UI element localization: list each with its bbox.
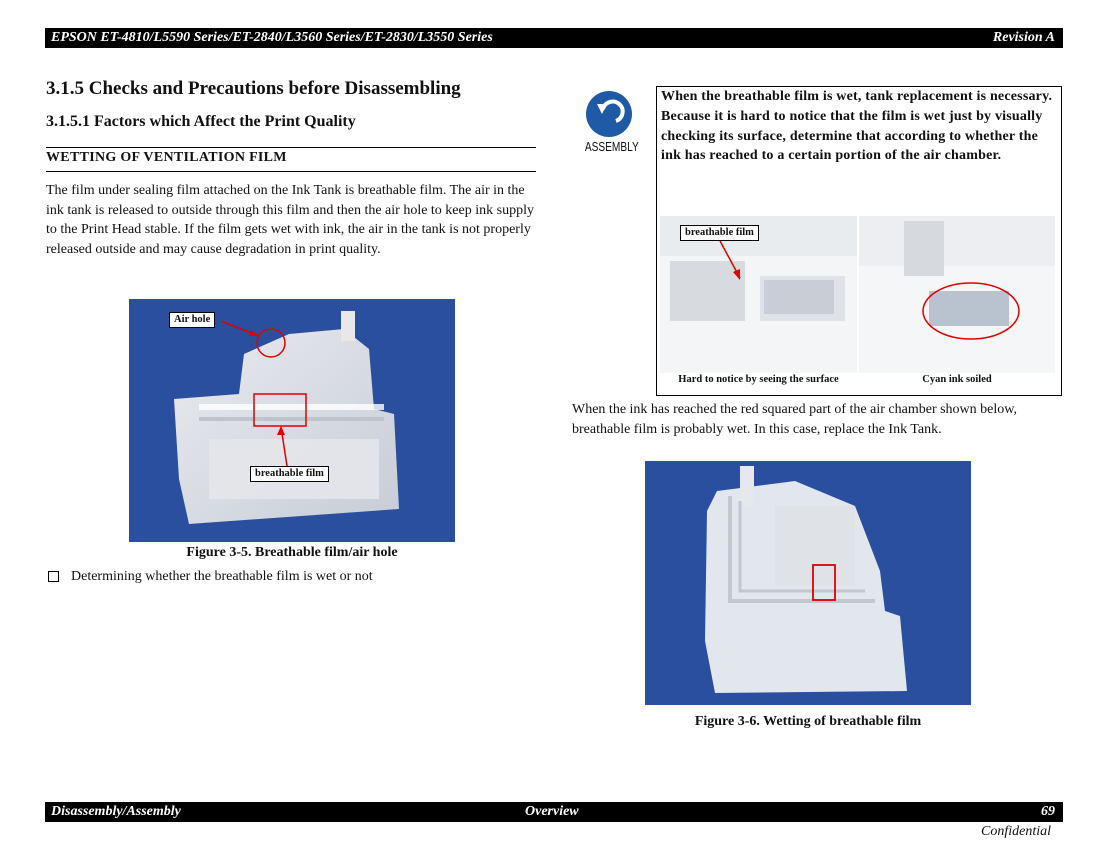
assembly-note-box	[656, 86, 1062, 396]
footer-center: Overview	[525, 804, 579, 819]
body-paragraph-2: When the ink has reached the red squared part of the air chamber shown below, breathable film is probably wet. In this case, replace the Ink Tank.	[572, 402, 1017, 437]
subsection-title: 3.1.5.1 Factors which Affect the Print Quality	[46, 113, 356, 130]
note-text: When the breathable film is wet, tank replacement is necessary. Because it is hard to notice that the film is wet just by visually checking its surface, determine that according to whether the ink has reached to a certain portion of the air chamber.	[661, 89, 1053, 164]
footer-page-number: 69	[1041, 804, 1055, 819]
assembly-icon	[586, 91, 632, 137]
note-photo-right	[859, 216, 1055, 373]
note-film-label: breathable film	[680, 225, 759, 241]
divider-top	[46, 147, 536, 148]
figure-3-6-photo	[645, 461, 971, 705]
note-photo-left	[660, 216, 857, 373]
bullet-text: Determining whether the breathable film is wet or not	[71, 569, 373, 584]
header-title: EPSON ET-4810/L5590 Series/ET-2840/L3560 Series/ET-2830/L3550 Series	[51, 30, 493, 45]
footer-left: Disassembly/Assembly	[51, 804, 181, 819]
breathable-film-label: breathable film	[250, 466, 329, 482]
header-revision: Revision A	[992, 30, 1055, 45]
checkbox-bullet-icon	[48, 571, 59, 582]
cyan-ink-illustration	[859, 216, 1055, 373]
note-caption-left: Hard to notice by seeing the surface	[678, 374, 839, 385]
ink-tank-illustration	[129, 299, 455, 542]
assembly-icon-label: ASSEMBLY	[584, 139, 639, 154]
undo-arrow-icon	[586, 91, 632, 137]
confidential-label: Confidential	[981, 824, 1051, 839]
ink-tank-wet-illustration	[645, 461, 971, 705]
note-caption-right: Cyan ink soiled	[922, 374, 992, 385]
figure-3-5-caption: Figure 3-5. Breathable film/air hole	[186, 545, 398, 560]
figure-3-6-caption: Figure 3-6. Wetting of breathable film	[694, 714, 922, 729]
divider-bottom	[46, 171, 536, 172]
footer-bar	[45, 802, 1063, 822]
header-bar	[45, 28, 1063, 48]
figure-3-5-photo	[129, 299, 455, 542]
section-title: 3.1.5 Checks and Precautions before Disassembling	[46, 78, 461, 99]
intro-paragraph: The film under sealing film attached on the Ink Tank is breathable film. The air in the ink tank is released to outside through this film and then the air hole to keep ink supply to the Print Head stable. If the film gets wet with ink, the air in the tank is not properly released outside and may cause degradation in print quality.	[46, 183, 534, 257]
topic-heading: WETTING OF VENTILATION FILM	[46, 150, 287, 165]
air-hole-label: Air hole	[169, 312, 215, 328]
